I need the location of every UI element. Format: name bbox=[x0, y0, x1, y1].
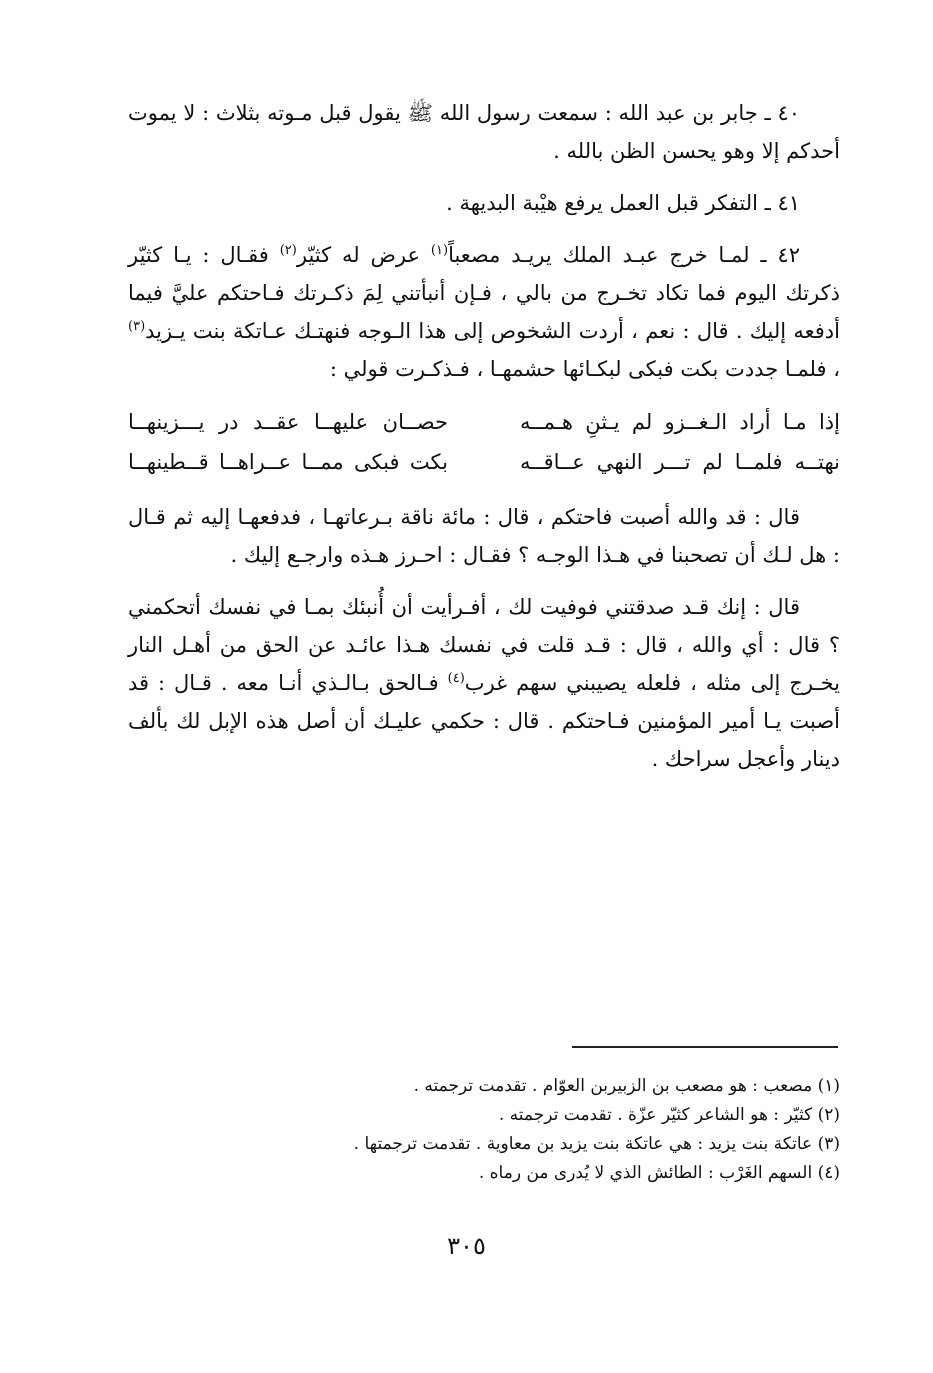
footnote-ref-2: (٢) bbox=[279, 243, 297, 258]
footnote-ref-3: (٣) bbox=[128, 319, 146, 334]
footnote-3: (٣) عاتكة بنت يزيد : هي عاتكة بنت يزيد بن معاوية . تقدمت ترجمتها . bbox=[353, 1134, 840, 1154]
paragraph-after-poem: قال : قد والله أصبت فاحتكم ، قال : مائة ناقة بـرعاتهـا ، فدفعهـا إليه ثم قـال : هل لـك أن تصحبنا في هـذا الوجـه ؟ فقـال : احـرز هـذه وارجـع إليك . bbox=[128, 505, 840, 567]
poem-verse bbox=[128, 402, 840, 442]
item-42 bbox=[128, 236, 840, 388]
item-42-text-1: ٤٢ ـ لمـا خرج عبـد الملك يريـد مصعباً bbox=[448, 243, 800, 267]
poem bbox=[128, 402, 840, 482]
item-42-text-3: فقـال : يـا كثيّر ذكرتك اليوم فما تكاد تخـرج من بالي ، فـإن أنبأتني لِمَ ذكـرتك فـاحتكم عليَّ فيما أدفعه إليك . قال : نعم ، أردت الشخوص إلى هذا الـوجه فنهتـك عـاتكة بنت يـزيد bbox=[128, 243, 840, 343]
item-42-text-4: ، فلمـا جددت بكت فبكى لبكـائها حشمهـا ، فـذكـرت قولي : bbox=[329, 357, 840, 381]
footnote-2: (٢) كثيّر : هو الشاعر كثيّر عزّة . تقدمت ترجمته . bbox=[498, 1105, 840, 1125]
poem-verse bbox=[128, 442, 840, 482]
verse-first-hemistich: نهتــه فلمــا لم تـــر النهي عــاقــه bbox=[520, 450, 840, 474]
footnote-ref-4: (٤) bbox=[447, 671, 465, 686]
footnote-4: (٤) السهم الغَرْب : الطائش الذي لا يُدرى من رماه . bbox=[478, 1163, 840, 1183]
footnotes bbox=[240, 1072, 840, 1188]
item-40: ٤٠ ـ جابر بن عبد الله : سمعت رسول الله ﷺ يقول قبل مـوته بثلاث : لا يموت أحدكم إلا وهو يحسن الظن بالله . bbox=[128, 101, 840, 163]
page-number: ٣٠٥ bbox=[447, 1232, 486, 1260]
main-text bbox=[128, 94, 840, 792]
footnote-separator bbox=[572, 1046, 838, 1048]
last-paragraph-text-2: فـالحق بـالـذي أنـا معه . قـال : قد أصبت يـا أمير المؤمنين فـاحتكم . قال : حكمي عليـك أن أصل هذه الإبل لك بألف دينار وأعجل سراحك . bbox=[128, 671, 840, 771]
last-paragraph-text-1: قال : إنك قـد صدقتني فوفيت لك ، أفـرأيت أن أُنبئك بمـا في نفسك أتحكمني ؟ قال : أي والله ، قال : قـد قلت في نفسك هـذا عائـد عن الحق من أهـل النار يخـرج إلى مثله ، فلعله يصيبني سهم غرب bbox=[128, 595, 840, 695]
verse-second-hemistich: حصــان عليهــا عقــد در يـــزينهــا bbox=[128, 410, 448, 434]
footnote-ref-1: (١) bbox=[430, 243, 449, 258]
verse-second-hemistich: بكت فبكى ممــا عــراهــا قــطينهــا bbox=[128, 450, 448, 474]
last-paragraph bbox=[128, 588, 840, 778]
footnote-1: (١) مصعب : هو مصعب بن الزبيربن العوّام . تقدمت ترجمته . bbox=[413, 1076, 840, 1096]
item-41: ٤١ ـ التفكر قبل العمل يرفع هيْبة البديهة . bbox=[446, 191, 800, 215]
verse-first-hemistich: إذا مـا أراد الـغــزو لم يـثنِ هـمــه bbox=[520, 410, 840, 434]
item-42-text-2: عرض له كثيّر bbox=[296, 243, 431, 267]
